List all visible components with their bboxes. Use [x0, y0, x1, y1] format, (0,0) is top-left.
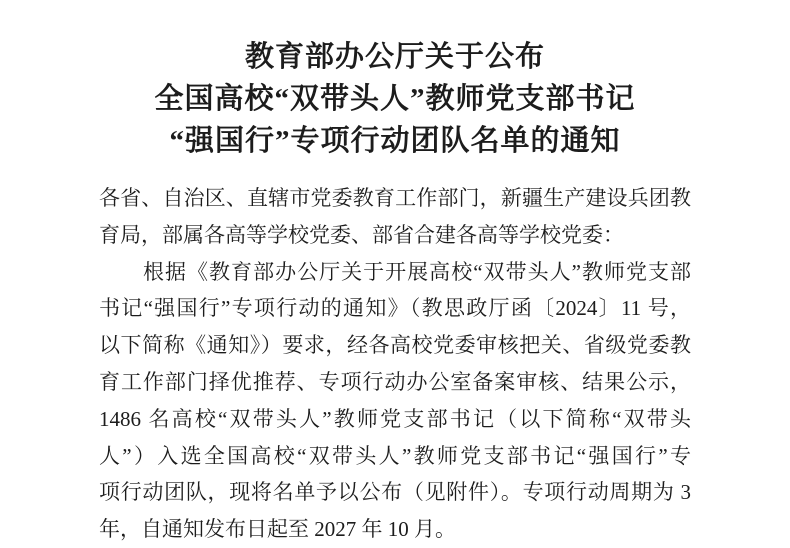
body-line: 育工作部门择优推荐、专项行动办公室备案审核、结果公示， — [99, 369, 691, 394]
body-line: 人”）入选全国高校“双带头人”教师党支部书记“强国行”专 — [99, 443, 691, 468]
body-line: 以下简称《通知》）要求，经各高校党委审核把关、省级党委教 — [99, 333, 691, 358]
body-line: 育局，部属各高等学校党委、部省合建各高等学校党委： — [99, 222, 624, 247]
document-title-line: “强国行”专项行动团队名单的通知 — [169, 125, 621, 157]
body-line: 书记“强国行”专项行动的通知》（教思政厅函〔2024〕11 号， — [99, 296, 691, 321]
document-title-line: 教育部办公厅关于公布 — [244, 41, 545, 73]
document-title — [0, 36, 790, 162]
body-line: 年，自通知发布日起至 2027 年 10 月。 — [99, 517, 456, 542]
body-line: 各省、自治区、直辖市党委教育工作部门，新疆生产建设兵团教 — [99, 186, 691, 210]
document-body — [99, 180, 691, 548]
body-line: 1486 名高校“双带头人”教师党支部书记（以下简称“双带头 — [99, 406, 691, 431]
body-line: 根据《教育部办公厅关于开展高校“双带头人”教师党支部 — [143, 259, 691, 284]
document-title-line: 全国高校“双带头人”教师党支部书记 — [154, 83, 636, 115]
body-line: 项行动团队，现将名单予以公布（见附件）。专项行动周期为 3 — [99, 480, 691, 505]
